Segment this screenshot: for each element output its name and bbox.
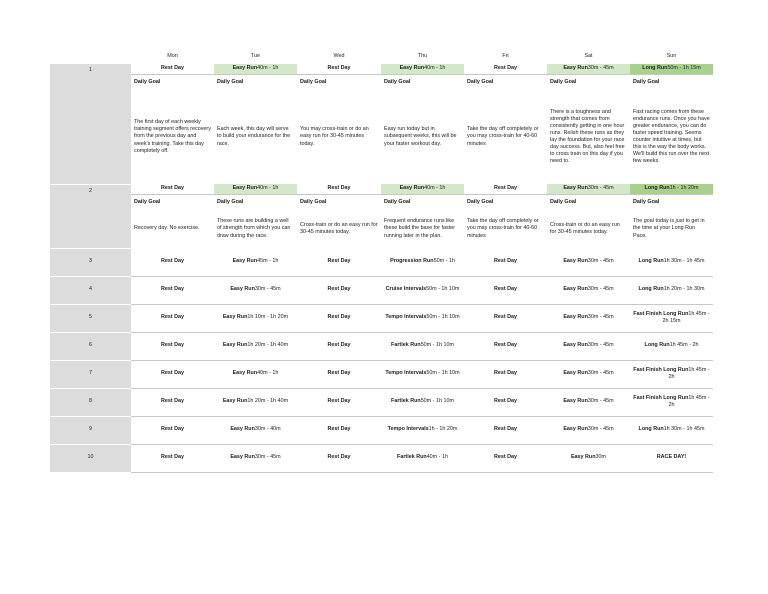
workout-type: Rest Day [493, 426, 518, 433]
week-number: 1 [50, 64, 131, 184]
workout-duration: 30m - 45m [587, 185, 614, 192]
daily-goal-heading: Daily Goal [217, 78, 244, 85]
workout-type: Rest Day [327, 398, 351, 405]
workout-type: Rest Day [493, 454, 518, 461]
workout-type: Rest Day [493, 258, 518, 265]
plan-cell[interactable] [464, 276, 547, 304]
daily-goal-row [50, 74, 713, 90]
workout-duration: 40m - 1h [426, 454, 448, 461]
workout-duration: 30m - 45m [254, 454, 281, 461]
plan-cell[interactable] [630, 184, 713, 194]
workout-duration: 30m - 45m [587, 426, 614, 433]
plan-cell[interactable] [381, 388, 464, 416]
day-header-mon: Mon [167, 53, 178, 60]
plan-cell[interactable] [547, 388, 630, 416]
plan-cell[interactable] [630, 360, 713, 388]
plan-cell[interactable] [464, 184, 547, 194]
week-number: 10 [50, 444, 131, 472]
plan-cell[interactable] [547, 276, 630, 304]
goal-text-row [50, 90, 713, 184]
workout-type: Easy Run [222, 314, 248, 321]
plan-cell[interactable] [464, 64, 547, 74]
workout-duration: 30m - 45m [587, 398, 614, 405]
plan-cell[interactable] [381, 248, 464, 276]
workout-type: Rest Day [493, 314, 518, 321]
plan-cell[interactable] [547, 248, 630, 276]
day-header-row [50, 50, 713, 64]
workout-duration: 1h 30m - 1h 45m [663, 258, 705, 265]
daily-goal-heading: Daily Goal [300, 198, 327, 205]
workout-type: Rest Day [160, 314, 185, 321]
workout-type: Easy Run [222, 342, 248, 349]
workout-duration: 1h 45m - 2h 15m [662, 310, 710, 324]
plan-cell[interactable] [214, 64, 297, 74]
workout-type: Rest Day [160, 370, 185, 377]
daily-goal-label [214, 74, 297, 90]
workout-type: Long Run [638, 426, 664, 433]
workout-type: Easy Run [563, 370, 588, 377]
daily-goal-label [131, 74, 214, 90]
plan-cell[interactable] [214, 332, 297, 360]
plan-cell[interactable] [131, 360, 214, 388]
workout-duration: 40m - 1h [424, 185, 446, 192]
week-row [50, 388, 713, 416]
daily-goal-label [464, 74, 547, 90]
workout-type: Tempo Intervals [387, 426, 429, 433]
workout-type: Easy Run [399, 185, 425, 192]
workout-duration: 1h 10m - 1h 20m [247, 314, 289, 321]
goal-description: Easy run today but in subsequent weeks, this will be your faster workout day. [384, 126, 457, 147]
workout-type: Easy Run [563, 258, 588, 265]
workout-duration: 1h 45m - 2h [668, 366, 710, 380]
workout-type: Easy Run [232, 185, 258, 192]
plan-cell[interactable] [630, 248, 713, 276]
plan-cell[interactable] [297, 276, 381, 304]
daily-goal-heading: Daily Goal [134, 78, 161, 85]
workout-duration: 50m - 1h 15m [667, 65, 701, 72]
workout-duration: 1h 45m - 2h [669, 342, 699, 349]
workout-duration: 30m - 45m [254, 286, 281, 293]
plan-cell[interactable] [297, 444, 381, 472]
plan-cell[interactable] [297, 304, 381, 332]
workout-type: Fartlek Run [397, 454, 427, 461]
plan-cell[interactable] [297, 248, 381, 276]
workout-type: Rest Day [493, 185, 518, 192]
workout-type: Long Run [642, 65, 668, 72]
workout-duration: 40m - 1h [424, 65, 446, 72]
day-header-sat: Sat [584, 53, 593, 60]
workout-duration: 50m - 1h 10m [426, 286, 460, 293]
goal-description: The first day of each weekly training segment offers recovery from the previous day and week's training. Take this day completely off. [134, 119, 211, 154]
goal-description: Each week, this day will serve to build your endurance for the race. [217, 126, 291, 147]
workout-duration: 50m - 1h 10m [426, 370, 460, 377]
daily-goal-heading: Daily Goal [217, 198, 244, 205]
plan-cell[interactable] [464, 248, 547, 276]
plan-cell[interactable] [131, 184, 214, 194]
plan-cell[interactable] [131, 276, 214, 304]
plan-cell[interactable] [547, 360, 630, 388]
workout-type: Easy Run [563, 185, 588, 192]
workout-duration: 30m - 45m [587, 286, 614, 293]
workout-duration: 1h 20m - 1h 30m [663, 286, 705, 293]
plan-cell[interactable] [630, 64, 713, 74]
plan-cell[interactable] [547, 184, 630, 194]
workout-type: Rest Day [327, 314, 351, 321]
daily-goal-heading: Daily Goal [384, 78, 411, 85]
workout-duration: 30m - 45m [587, 65, 614, 72]
daily-goal-heading: Daily Goal [633, 78, 660, 85]
goal-description: Fast racing comes from these endurance runs. Once you have greater endurance, you can do faster speed training. Seems counter intuitive at times, but this is the way the body works. We'll build this run over the next few weeks. [633, 108, 710, 165]
plan-cell[interactable] [131, 64, 214, 74]
daily-goal-heading: Daily Goal [467, 78, 494, 85]
daily-goal-label [131, 194, 214, 210]
plan-cell[interactable] [464, 388, 547, 416]
workout-duration: 40m - 1h [257, 185, 279, 192]
workout-type: Rest Day [327, 258, 351, 265]
plan-cell[interactable] [464, 304, 547, 332]
workout-type: Easy Run [563, 342, 588, 349]
daily-goal-label [297, 74, 381, 90]
workout-type: Rest Day [327, 342, 351, 349]
goal-description: Recovery day. No exercise. [134, 225, 200, 232]
workout-type: Easy Run [563, 398, 588, 405]
week-row [50, 444, 713, 472]
daily-goal-heading: Daily Goal [384, 198, 411, 205]
training-plan-table [50, 50, 713, 473]
workout-type: Rest Day [327, 370, 351, 377]
plan-cell[interactable] [131, 444, 214, 472]
workout-type: Easy Run [563, 286, 588, 293]
workout-duration: 30m [595, 454, 607, 461]
workout-type: Fast Finish Long Run [633, 366, 689, 373]
plan-cell[interactable] [214, 184, 297, 194]
daily-goal-label [381, 194, 464, 210]
goal-description: Take the day off completely or you may cross-train for 40-60 minutes [467, 126, 539, 147]
week-number: 8 [50, 388, 131, 416]
plan-cell[interactable] [214, 304, 297, 332]
plan-cell[interactable] [297, 332, 381, 360]
plan-cell[interactable] [131, 388, 214, 416]
workout-type: Easy Run [232, 370, 258, 377]
workout-type: Rest Day [160, 454, 185, 461]
workout-type: Rest Day [493, 398, 518, 405]
goal-description: These runs are building a well of strength from which you can draw during the race. [217, 218, 291, 239]
daily-goal-label [630, 74, 713, 90]
plan-cell[interactable] [630, 276, 713, 304]
goal-description: Cross-train or do an easy run for 30-45 minutes today. [300, 221, 378, 235]
plan-cell[interactable] [630, 304, 713, 332]
workout-duration: 50m - 1h [433, 258, 455, 265]
workout-duration: 30m - 45m [587, 342, 614, 349]
workout-duration: 1h 20m - 1h 40m [247, 342, 289, 349]
plan-cell[interactable] [547, 304, 630, 332]
goal-description: Take the day off completely or you may cross-train for 40-60 minutes [467, 218, 539, 239]
plan-cell[interactable] [297, 184, 381, 194]
workout-type: Fartlek Run [391, 342, 421, 349]
plan-cell[interactable] [464, 444, 547, 472]
daily-goal-heading: Daily Goal [300, 78, 327, 85]
plan-cell[interactable] [297, 64, 381, 74]
daily-goal-heading: Daily Goal [134, 198, 161, 205]
workout-duration: 1h - 1h 20m [428, 426, 458, 433]
workout-type: Easy Run [232, 258, 258, 265]
workout-duration: 50m - 1h 10m [420, 342, 454, 349]
workout-type: Rest Day [160, 286, 185, 293]
workout-duration: 30m - 45m [587, 370, 614, 377]
workout-type: Rest Day [327, 454, 351, 461]
plan-cell[interactable] [630, 332, 713, 360]
day-header-sun: Sun [666, 53, 677, 60]
plan-cell[interactable] [214, 388, 297, 416]
workout-duration: 50m - 1h 10m [420, 398, 454, 405]
plan-cell[interactable] [381, 304, 464, 332]
workout-type: Easy Run [232, 65, 258, 72]
daily-goal-heading: Daily Goal [550, 78, 577, 85]
week-number: 6 [50, 332, 131, 360]
workout-type: Rest Day [493, 65, 518, 72]
plan-cell[interactable] [630, 388, 713, 416]
workout-type: Tempo Intervals [385, 314, 427, 321]
workout-duration: 40m - 1h [257, 370, 279, 377]
workout-duration: 1h 20m - 1h 40m [247, 398, 289, 405]
workout-duration: 30m - 45m [587, 314, 614, 321]
week-number: 4 [50, 276, 131, 304]
workout-type: Rest Day [160, 342, 185, 349]
workout-type: Fast Finish Long Run [633, 394, 689, 401]
workout-type: Easy Run [563, 65, 588, 72]
week-number: 3 [50, 248, 131, 276]
day-header-wed: Wed [333, 53, 345, 60]
plan-cell[interactable] [547, 416, 630, 444]
workout-duration: 30m - 40m [254, 426, 281, 433]
workout-type: Easy Run [230, 426, 255, 433]
week-number: 2 [50, 184, 131, 248]
plan-cell[interactable] [214, 276, 297, 304]
week-row [50, 304, 713, 332]
week-number: 7 [50, 360, 131, 388]
workout-duration: 45m - 1h [257, 258, 279, 265]
goal-description: You may cross-train or do an easy run for 30-45 minutes today. [300, 126, 369, 147]
day-header-fri: Fri [502, 53, 509, 60]
plan-cell[interactable] [547, 332, 630, 360]
daily-goal-label [297, 194, 381, 210]
plan-cell[interactable] [131, 248, 214, 276]
plan-cell[interactable] [381, 332, 464, 360]
day-header-tue: Tue [250, 53, 261, 60]
week-row [50, 248, 713, 276]
workout-type: Tempo Intervals [385, 370, 427, 377]
workout-type: Rest Day [493, 342, 518, 349]
workout-type: Rest Day [327, 286, 351, 293]
plan-cell[interactable] [381, 64, 464, 74]
plan-cell[interactable] [464, 360, 547, 388]
workout-type: RACE DAY! [656, 454, 687, 461]
workout-type: Long Run [638, 258, 664, 265]
daily-goal-label [464, 194, 547, 210]
workout-duration: 50m - 1h 10m [426, 314, 460, 321]
workout-type: Progression Run [390, 258, 434, 265]
week-row [50, 276, 713, 304]
header-corner [50, 50, 131, 64]
plan-cell[interactable] [214, 360, 297, 388]
goal-description: Cross-train or do an easy run for 30-45 minutes today. [550, 221, 620, 235]
daily-goal-row [50, 194, 713, 210]
plan-cell[interactable] [381, 444, 464, 472]
workout-type: Long Run [638, 286, 664, 293]
plan-cell[interactable] [297, 416, 381, 444]
workout-type: Rest Day [160, 426, 185, 433]
week-row [50, 360, 713, 388]
workout-type: Easy Run [563, 314, 588, 321]
goal-description: The goal today is just to get in the time at your Long Run Pace. [633, 218, 705, 239]
workout-duration: 30m - 45m [587, 258, 614, 265]
workout-type: Rest Day [493, 286, 518, 293]
week-row [50, 184, 713, 194]
day-header-thu: Thu [417, 53, 428, 60]
workout-type: Easy Run [222, 398, 248, 405]
plan-cell[interactable] [131, 416, 214, 444]
plan-cell[interactable] [630, 444, 713, 472]
plan-cell[interactable] [381, 276, 464, 304]
week-row [50, 416, 713, 444]
workout-type: Rest Day [327, 185, 351, 192]
workout-type: Cruise Intervals [385, 286, 427, 293]
plan-cell[interactable] [381, 184, 464, 194]
workout-type: Rest Day [160, 65, 185, 72]
workout-duration: 1h 45m - 2h [668, 394, 710, 408]
plan-cell[interactable] [131, 332, 214, 360]
plan-cell[interactable] [214, 248, 297, 276]
workout-type: Easy Run [230, 454, 255, 461]
workout-type: Fartlek Run [391, 398, 421, 405]
workout-type: Rest Day [160, 185, 185, 192]
daily-goal-heading: Daily Goal [550, 198, 577, 205]
workout-duration: 1h 30m - 1h 45m [663, 426, 705, 433]
workout-type: Easy Run [230, 286, 255, 293]
daily-goal-label [547, 74, 630, 90]
daily-goal-label [547, 194, 630, 210]
workout-type: Fast Finish Long Run [633, 310, 689, 317]
plan-cell[interactable] [464, 416, 547, 444]
week-number: 9 [50, 416, 131, 444]
workout-type: Rest Day [327, 426, 351, 433]
plan-cell[interactable] [547, 444, 630, 472]
plan-cell[interactable] [381, 360, 464, 388]
workout-type: Rest Day [160, 258, 185, 265]
daily-goal-heading: Daily Goal [467, 198, 494, 205]
plan-cell[interactable] [214, 444, 297, 472]
daily-goal-heading: Daily Goal [633, 198, 660, 205]
plan-cell[interactable] [381, 416, 464, 444]
plan-cell[interactable] [547, 64, 630, 74]
plan-cell[interactable] [297, 388, 381, 416]
daily-goal-label [381, 74, 464, 90]
workout-type: Easy Run [399, 65, 425, 72]
plan-cell[interactable] [297, 360, 381, 388]
plan-cell[interactable] [214, 416, 297, 444]
plan-cell[interactable] [630, 416, 713, 444]
workout-duration: 40m - 1h [257, 65, 279, 72]
week-number: 5 [50, 304, 131, 332]
goal-description: There is a toughness and strength that comes from consistently getting in one hour runs. Relish these runs as they lay the foundation for your race day success. But, also feel free to cross train on this day if you need to. [550, 108, 625, 165]
week-row [50, 64, 713, 74]
workout-type: Rest Day [160, 398, 185, 405]
workout-type: Long Run [644, 185, 670, 192]
goal-text-row [50, 210, 713, 248]
workout-type: Rest Day [327, 65, 351, 72]
goal-description: Frequent endurance runs like these build the base for faster running later in the plan. [384, 218, 456, 239]
workout-duration: 1h - 1h 20m [669, 185, 699, 192]
workout-type: Rest Day [493, 370, 518, 377]
workout-type: Easy Run [570, 454, 596, 461]
week-row [50, 332, 713, 360]
workout-type: Long Run [644, 342, 670, 349]
daily-goal-label [630, 194, 713, 210]
daily-goal-label [214, 194, 297, 210]
plan-cell[interactable] [464, 332, 547, 360]
plan-cell[interactable] [131, 304, 214, 332]
workout-type: Easy Run [563, 426, 588, 433]
